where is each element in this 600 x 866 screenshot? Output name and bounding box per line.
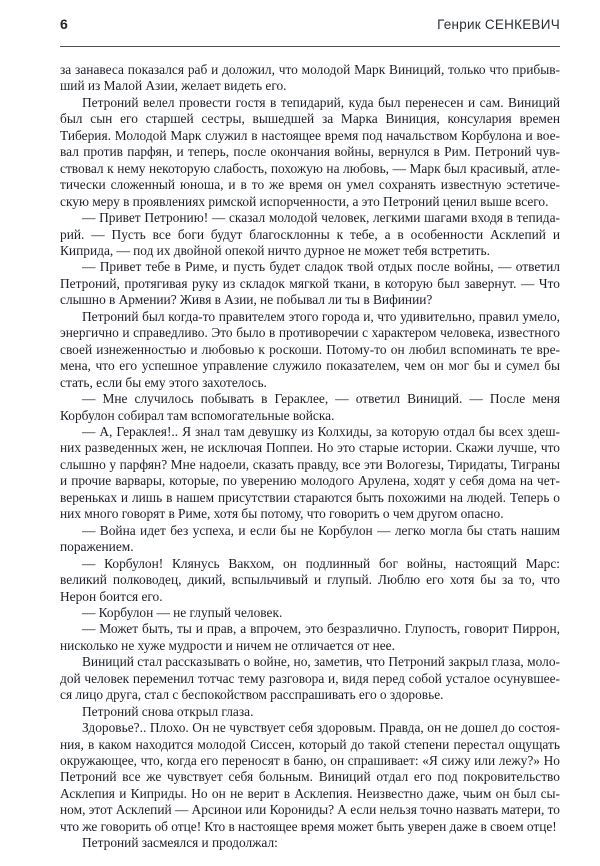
paragraph: — А, Гераклея!.. Я знал там девушку из Колхиды, за которую отдал бы всех здешних разведенных жен, не исключая Поппеи. Но это старые истории. Скажи лучше, что слышно у парфян? Мне надоели, сказать правду, все эти Вологезы, Тиридаты, Тиграны и прочие варвары, которые, по уверению молодого Арулена, ходят у себя дома на четвереньках и лишь в нашем присутствии стараются быть похожими на людей. Теперь о них много говорят в Риме, хотя бы потому, что говорить о чем другом опасно. (60, 423, 560, 522)
paragraph: — Мне случилось побывать в Гераклее, — ответил Виниций. — После меня Корбулон собирал там вспомогательные войска. (60, 391, 560, 423)
paragraph: — Корбулон — не глупый человек. (82, 604, 283, 620)
paragraph: — Может быть, ты и прав, а впрочем, это безразлично. Глупость, говорит Пиррон, нисколько не хуже мудрости и ничем не отличается от нее. (60, 621, 560, 653)
paragraph: — Корбулон! Клянусь Вакхом, он подлинный бог войны, настоящий Марс: великий полководец, дикий, вспыльчивый и глупый. Люблю его хотя бы за то, что Нерон боится его. (60, 555, 560, 604)
header-rule (60, 46, 560, 47)
paragraph: — Война идет без успеха, и если бы не Корбулон — легко могла бы стать нашим поражением. (60, 522, 560, 555)
page-number: 6 (60, 16, 68, 32)
running-head-author: Генрик СЕНКЕВИЧ (437, 17, 560, 32)
paragraph: — Привет тебе в Риме, и пусть будет сладок твой отдых после войны, — ответил Петроний, протягивая руку из складок мягкой ткани, в которую был завернут. — Что слышно в Армении? Живя в Азии, не побывал ли ты в Вифинии? (60, 259, 560, 308)
paragraph: Петроний велел провести гостя в тепидарий, куда был перенесен и сам. Виниций был сын его старшей сестры, вышедшей за Марка Виниция, консулария времен Тиберия. Молодой Марк служил в настоящее время под начальством Корбулона и воевал против парфян, и теперь, после окончания войны, вернулся в Рим. Петроний чувствовал к нему некоторую слабость, похожую на любовь, — Марк был красивый, атлетически сложенный юноша, и в то же время он умел сохранять известную эстетическую меру в проявлениях римской испорченности, а это Петроний ценил выше всего. (60, 94, 560, 209)
paragraph: — Привет Петронию! — сказал молодой человек, легкими шагами входя в тепидарий. — Пусть все боги будут благосклонны к тебе, а в особенности Асклепий и Киприда, — под их двойной опекой ничто дурное не может тебя встретить. (60, 210, 560, 258)
body-text-block (60, 62, 560, 852)
paragraph: Петроний снова открыл глаза. (82, 703, 254, 719)
paragraph: Петроний был когда-то правителем этого города и, что удивительно, правил умело, энергично и справедливо. Это было в противоречии с характером человека, известного своей изнеженностью и любовью к роскоши. Потому-то он любил вспоминать те времена, что его успешное управление служило показателем, чем он мог бы и сумел бы стать, если бы ему этого захотелось. (60, 308, 560, 390)
running-head (60, 17, 560, 39)
paragraph: Здоровье?.. Плохо. Он не чувствует себя здоровым. Правда, он не дошел до состояния, в каком находится молодой Сиссен, который до такой степени перестал ощущать окружающее, что, когда его переносят в баню, он спрашивает: «Я сижу или лежу?» Но Петроний все же чувствует себя больным. Виниций отдал его под покровительство Асклепия и Киприды. Но он не верит в Асклепия. Неизвестно даже, чьим он был сыном, этот Асклепий — Арсинои или Корониды? А если нельзя точно назвать матери, то что же говорить об отце! Кто в настоящее время может быть уверен даже в своем отце! (60, 720, 560, 834)
paragraph: Петроний засмеялся и продолжал: (82, 835, 278, 851)
paragraph: за занавеса показался раб и доложил, что молодой Марк Виниций, только что прибывший из Малой Азии, желает видеть его. (60, 62, 560, 94)
paragraph: Виниций стал рассказывать о войне, но, заметив, что Петроний закрыл глаза, молодой человек переменил тотчас тему разговора и, видя перед собой усталое осунувшееся лицо друга, стал с беспокойством расспрашивать его о здоровье. (60, 654, 560, 703)
